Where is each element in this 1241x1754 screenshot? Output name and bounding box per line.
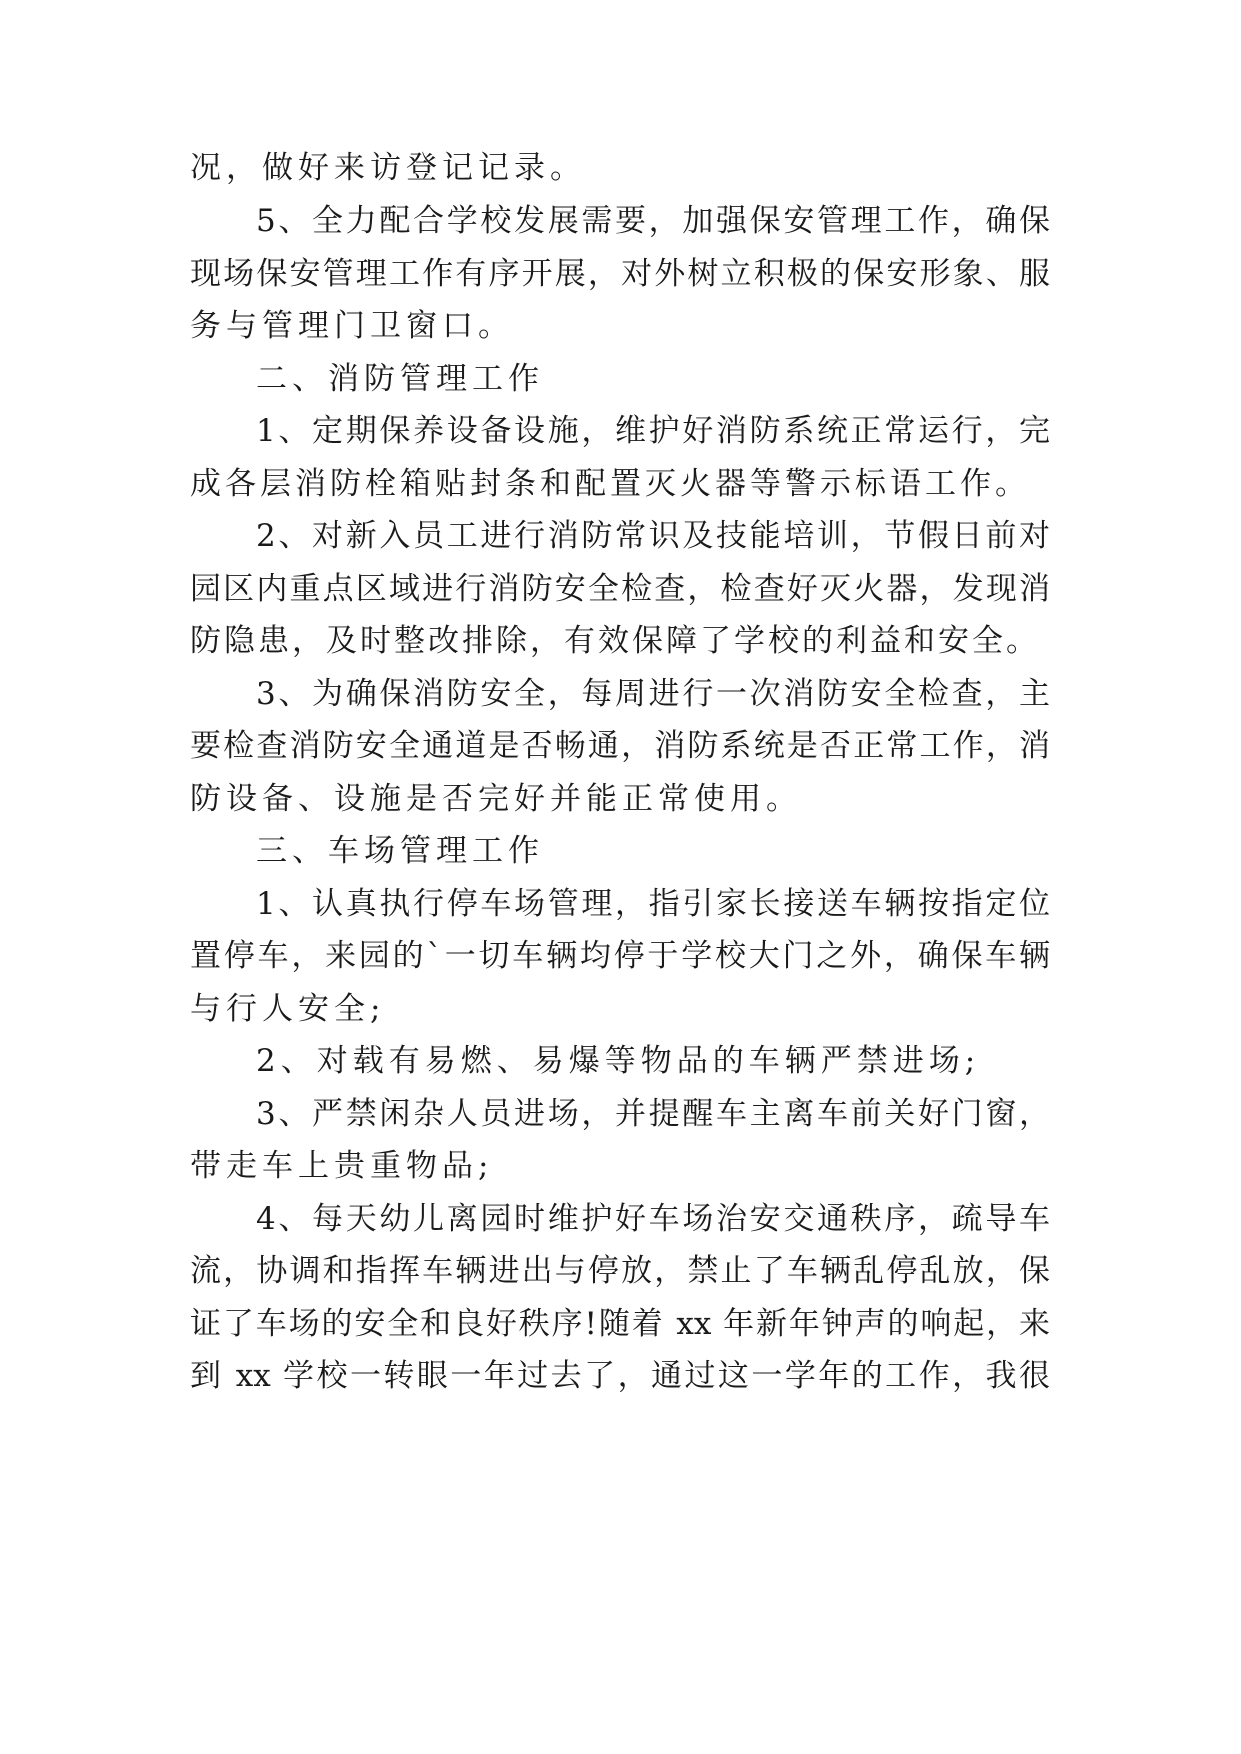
text-line: 务与管理门卫窗口。 bbox=[190, 308, 514, 344]
text-line: 况，做好来访登记记录。 bbox=[190, 150, 586, 186]
text-line: 要检查消防安全通道是否畅通，消防系统是否正常工作，消 bbox=[190, 728, 1050, 764]
text-line: 成各层消防栓箱贴封条和配置灭火器等警示标语工作。 bbox=[190, 466, 1030, 502]
text-line: 2、对载有易燃、易爆等物品的车辆严禁进场; bbox=[256, 1043, 981, 1079]
text-line: 2、对新入员工进行消防常识及技能培训，节假日前对 bbox=[256, 518, 1050, 554]
text-line: 到 xx 学校一转眼一年过去了，通过这一学年的工作，我很 bbox=[190, 1358, 1050, 1394]
text-line: 3、严禁闲杂人员进场，并提醒车主离车前关好门窗， bbox=[256, 1096, 1050, 1132]
text-line: 带走车上贵重物品; bbox=[190, 1148, 494, 1184]
text-line: 1、认真执行停车场管理，指引家长接送车辆按指定位 bbox=[256, 886, 1050, 922]
text-line: 5、全力配合学校发展需要，加强保安管理工作，确保 bbox=[256, 203, 1050, 239]
text-line: 流，协调和指挥车辆进出与停放，禁止了车辆乱停乱放，保 bbox=[190, 1253, 1050, 1289]
text-line: 防设备、设施是否完好并能正常使用。 bbox=[190, 781, 802, 817]
text-line: 置停车，来园的`一切车辆均停于学校大门之外，确保车辆 bbox=[190, 938, 1050, 974]
text-line: 3、为确保消防安全，每周进行一次消防安全检查，主 bbox=[256, 676, 1050, 712]
section-heading: 三、车场管理工作 bbox=[256, 833, 544, 869]
text-line: 4、每天幼儿离园时维护好车场治安交通秩序，疏导车 bbox=[256, 1201, 1050, 1237]
text-line: 园区内重点区域进行消防安全检查，检查好灭火器，发现消 bbox=[190, 571, 1050, 607]
text-line: 1、定期保养设备设施，维护好消防系统正常运行，完 bbox=[256, 413, 1050, 449]
text-line: 现场保安管理工作有序开展，对外树立积极的保安形象、服 bbox=[190, 256, 1050, 292]
text-line: 与行人安全; bbox=[190, 991, 386, 1027]
text-line: 防隐患，及时整改排除，有效保障了学校的利益和安全。 bbox=[190, 623, 1040, 659]
text-line: 证了车场的安全和良好秩序!随着 xx 年新年钟声的响起，来 bbox=[190, 1306, 1050, 1342]
section-heading: 二、消防管理工作 bbox=[256, 361, 544, 397]
